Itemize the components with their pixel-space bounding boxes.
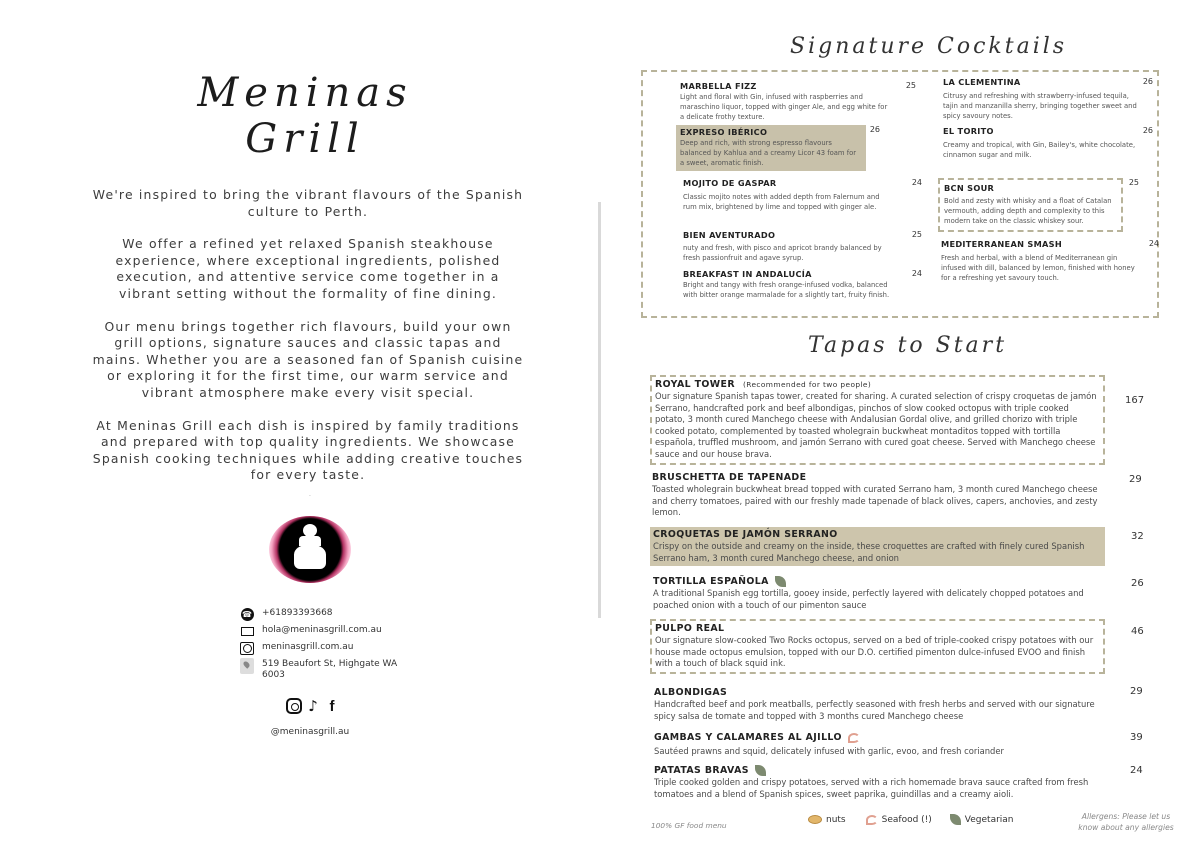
brand-logotype: Meninas Grill	[197, 70, 413, 162]
tapas-description: Handcrafted beef and pork meatballs, perfectly seasoned with fresh herbs and served with our signature spicy salsa de tomate and topped with 3 months cured Manchego cheese	[654, 699, 1095, 721]
intro-paragraph: Our menu brings together rich flavours, build your own grill options, signature sauces and classic tapas and mains. Whether you are a seasoned fan of Spanish cuisine or exploring it for the first time, our warm service and vibrant atmosphere make every visit special.	[92, 318, 524, 400]
tapas-description: Our signature slow-cooked Two Rocks octopus, served on a bed of triple-cooked crispy potatoes with our house made octopus emulsion, topped with our D.O. certified pimenton dulce-infused EVOO and finish with a touch of black squid ink.	[655, 635, 1094, 669]
cocktail-description: Classic mojito notes with added depth from Falernum and rum mix, brightened by lime and topped with ginger ale.	[683, 193, 880, 212]
cocktails-section	[641, 70, 1159, 318]
cocktail-item	[683, 178, 922, 212]
tapas-name: PULPO REAL	[655, 623, 725, 634]
tapas-name	[653, 576, 1108, 587]
tapas-item	[654, 732, 1109, 758]
cocktail-price: 25	[911, 230, 922, 239]
tapas-description: Our signature Spanish tapas tower, created for sharing. A curated selection of crispy croquetas de jamón Serrano, handcrafted pork and beef albondigas, pinchos of slow cooked octopus with triple cooked potato, 3 month cured Manchego cheese with Andalusian Gordal olive, and grilled chorizo with triple cooked potato, complemented by toasted wholegrain buckwheat montaditos topped with tortilla española, truffled mushroom, and jamón Serrano with cured goat cheese. Served with Manchego cheese sauce and our house brava.	[655, 391, 1097, 459]
cocktail-item	[938, 178, 1139, 232]
cocktail-name: BCN SOUR	[944, 183, 995, 193]
tapas-name	[655, 379, 1100, 390]
contact-list	[240, 608, 440, 683]
tapas-name: CROQUETAS DE JAMÓN SERRANO	[653, 529, 838, 540]
tapas-item	[654, 765, 1109, 800]
tapas-description: Triple cooked golden and crispy potatoes, served with a rich homemade brava sauce crafted from fresh tomatoes and a blend of Spanish spices, sweet paprika, guindillas and a creamy aioli.	[654, 777, 1089, 799]
social-handle[interactable]: @meninasgrill.au	[270, 727, 350, 737]
tapas-name: ALBONDIGAS	[654, 687, 728, 698]
contact-email[interactable]	[240, 625, 440, 642]
tapas-price: 39	[1130, 732, 1143, 743]
cocktail-item	[676, 125, 880, 171]
cocktail-name: BREAKFAST IN ANDALUCÍA	[683, 269, 812, 279]
legend-nuts: nuts	[826, 814, 846, 825]
facebook-icon[interactable]: f	[329, 697, 335, 715]
social-links	[286, 697, 340, 715]
cocktail-description: Citrusy and refreshing with strawberry-infused tequila, tajin and manzanilla sherry, bringing together sweet and spicy savoury notes.	[943, 92, 1137, 121]
allergen-note: Allergens: Please let us know about any allergies	[1078, 812, 1174, 832]
cocktail-name: MARBELLA FIZZ	[680, 81, 757, 91]
cocktail-price: 25	[905, 81, 916, 90]
contact-website[interactable]	[240, 642, 440, 659]
tapas-item	[652, 472, 1107, 519]
vegetarian-icon	[755, 765, 766, 776]
web-icon	[240, 642, 254, 655]
phone-number[interactable]: +61893393668	[262, 608, 333, 618]
tapas-item	[654, 687, 1109, 722]
tapas-description: A traditional Spanish egg tortilla, gooey inside, perfectly layered with delicately chopped potatoes and poached onion with a touch of our pimenton sauce	[653, 588, 1084, 610]
cocktail-name: LA CLEMENTINA	[943, 77, 1021, 87]
cocktail-price: 26	[869, 125, 880, 134]
cocktail-price: 24	[911, 178, 922, 187]
cocktail-description: Creamy and tropical, with Gin, Bailey's, white chocolate, cinnamon sugar and milk.	[943, 141, 1136, 160]
tiktok-icon[interactable]: ♪	[308, 697, 318, 715]
tapas-description: Crispy on the outside and creamy on the inside, these croquettes are crafted with finely cured Spanish Serrano ham, 3 month cured Manchego cheese, and onion	[653, 541, 1085, 563]
cocktail-item	[943, 77, 1153, 122]
allergen-legend	[808, 814, 1014, 825]
tapas-heading: Tapas to Start	[808, 333, 1008, 358]
seafood-icon	[848, 733, 860, 743]
tapas-price: 26	[1131, 578, 1144, 589]
tapas-name	[654, 732, 1109, 743]
tapas-name-text: GAMBAS Y CALAMARES AL AJILLO	[654, 732, 842, 743]
mail-icon	[240, 625, 254, 638]
cocktail-price: 26	[1142, 77, 1153, 86]
cocktails-heading: Signature Cocktails	[790, 34, 1068, 59]
cocktail-price: 24	[1148, 239, 1159, 248]
meninas-logo-icon	[269, 516, 351, 583]
tapas-item	[650, 375, 1105, 465]
tapas-item	[653, 576, 1108, 611]
cocktail-description: Fresh and herbal, with a blend of Mediterranean gin infused with dill, balanced by lemon, finished with honey for a refreshing yet savoury touch.	[941, 254, 1135, 283]
cocktail-item	[943, 126, 1153, 160]
seafood-icon	[866, 815, 878, 825]
contact-address[interactable]	[240, 659, 440, 683]
cocktail-name: EXPRESO IBÉRICO	[680, 127, 768, 137]
phone-icon: ☎	[242, 610, 252, 619]
cocktail-description: Deep and rich, with strong espresso flavours balanced by Kahlua and a creamy Licor 43 foam for a sweet, aromatic finish.	[680, 139, 857, 168]
tapas-item	[650, 527, 1105, 566]
website-link[interactable]: meninasgrill.com.au	[262, 642, 354, 652]
legend-vegetarian: Vegetarian	[964, 814, 1014, 825]
instagram-icon[interactable]	[286, 697, 302, 715]
page-divider	[598, 202, 601, 618]
tapas-name	[654, 765, 1109, 776]
address-text: 519 Beaufort St, Highgate WA 6003	[262, 659, 398, 680]
tapas-item	[650, 619, 1105, 674]
tapas-price: 46	[1131, 626, 1144, 637]
cocktail-name: MEDITERRANEAN SMASH	[941, 239, 1063, 249]
email-link[interactable]: hola@meninasgrill.com.au	[262, 625, 382, 635]
cocktail-item	[683, 269, 922, 300]
map-pin-icon	[240, 659, 254, 672]
cocktail-item	[680, 81, 916, 123]
intro-paragraph: We offer a refined yet relaxed Spanish steakhouse experience, where exceptional ingredients, polished execution, and attentive service come together in a vibrant setting without the formality of fine dining.	[115, 236, 501, 301]
tapas-note: (Recommended for two people)	[742, 380, 872, 389]
cocktail-description: Bold and zesty with whisky and a float of Catalan vermouth, adding depth and complexity to this modern take on the classic whiskey sour.	[944, 197, 1112, 226]
tapas-description: Toasted wholegrain buckwheat bread topped with curated Serrano ham, 3 month cured Manchego cheese and cherry tomatoes, paired with our freshly made tapenade of black olives, capers, anchovies, and zesty lemon.	[652, 484, 1098, 518]
cocktail-name: BIEN AVENTURADO	[683, 230, 776, 240]
meninas-figure-icon	[296, 524, 324, 574]
cocktail-item	[941, 239, 1159, 284]
intro-paragraph: We're inspired to bring the vibrant flavours of the Spanish culture to Perth.	[92, 187, 524, 219]
vegetarian-icon	[950, 814, 961, 825]
cocktail-price: 25	[1128, 178, 1139, 187]
tapas-name-text: TORTILLA ESPAÑOLA	[653, 576, 769, 587]
cocktail-price: 26	[1142, 126, 1153, 135]
cocktail-price: 24	[911, 269, 922, 278]
intro-text	[88, 187, 528, 500]
cocktail-name: MOJITO DE GASPAR	[683, 178, 777, 188]
cocktail-name: EL TORITO	[943, 126, 994, 136]
gluten-free-note: 100% GF food menu	[651, 821, 727, 830]
cocktail-item	[683, 230, 922, 263]
nuts-icon	[808, 815, 822, 824]
tapas-price: 167	[1125, 395, 1145, 406]
tapas-description: Sautéed prawns and squid, delicately infused with garlic, evoo, and fresh coriander	[654, 746, 1004, 756]
tapas-price: 29	[1129, 474, 1142, 485]
cocktail-description: Bright and tangy with fresh orange-infused vodka, balanced with bitter orange marmalade for a slightly tart, fruity finish.	[683, 281, 890, 300]
intro-paragraph: At Meninas Grill each dish is inspired by family traditions and prepared with top quality ingredients. We showcase Spanish cooking techniques while adding creative touches for every taste.	[92, 417, 524, 483]
tapas-price: 32	[1131, 531, 1144, 542]
tapas-price: 29	[1130, 686, 1143, 697]
contact-phone[interactable]	[240, 608, 440, 625]
tapas-name-text: ROYAL TOWER	[655, 379, 735, 390]
separator-dot: ·	[309, 493, 311, 500]
cocktail-description: nuty and fresh, with pisco and apricot brandy balanced by fresh passionfruit and agave syrup.	[683, 244, 882, 263]
legend-seafood: Seafood (!)	[881, 814, 932, 825]
tapas-name-text: PATATAS BRAVAS	[654, 765, 749, 776]
tapas-name: BRUSCHETTA DE TAPENADE	[652, 472, 807, 483]
vegetarian-icon	[775, 576, 786, 587]
cocktail-description: Light and floral with Gin, infused with raspberries and maraschino liquor, topped with ginger Ale, and egg white for a delicate frothy texture.	[680, 93, 888, 122]
tapas-price: 24	[1130, 765, 1143, 776]
